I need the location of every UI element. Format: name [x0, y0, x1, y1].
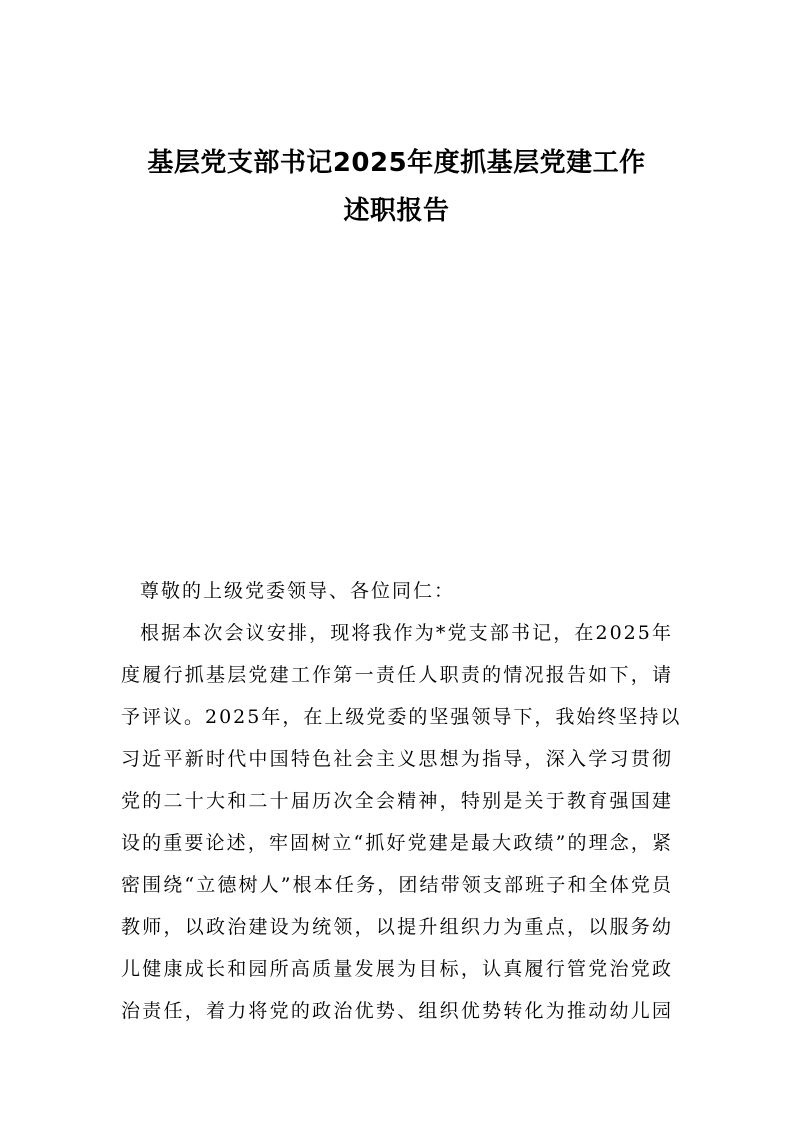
paragraph-line: 根据本次会议安排，现将我作为*党支部书记，在2025年	[140, 622, 673, 644]
paragraph-line: 设的重要论述，牢固树立“抓好党建是最大政绩”的理念，紧	[121, 832, 673, 854]
paragraph-line: 予评议。2025年，在上级党委的坚强领导下，我始终坚持以	[121, 706, 682, 728]
title-line-1: 基层党支部书记2025年度抓基层党建工作	[147, 148, 646, 179]
document-body	[121, 570, 682, 1032]
paragraph-line: 教师，以政治建设为统领，以提升组织力为重点，以服务幼	[121, 916, 673, 938]
paragraph-line: 密围绕“立德树人”根本任务，团结带领支部班子和全体党员	[121, 874, 673, 896]
report-paragraph	[121, 612, 682, 1032]
title-line-2: 述职报告	[343, 196, 450, 227]
paragraph-line: 治责任，着力将党的政治优势、组织优势转化为推动幼儿园	[121, 1000, 673, 1022]
paragraph-line: 习近平新时代中国特色社会主义思想为指导，深入学习贯彻	[121, 748, 673, 770]
paragraph-line: 儿健康成长和园所高质量发展为目标，认真履行管党治党政	[121, 958, 673, 980]
salutation: 尊敬的上级党委领导、各位同仁：	[140, 580, 456, 602]
document-title	[110, 139, 683, 235]
paragraph-line: 度履行抓基层党建工作第一责任人职责的情况报告如下，请	[121, 664, 673, 686]
paragraph-line: 党的二十大和二十届历次全会精神，特别是关于教育强国建	[121, 790, 673, 812]
